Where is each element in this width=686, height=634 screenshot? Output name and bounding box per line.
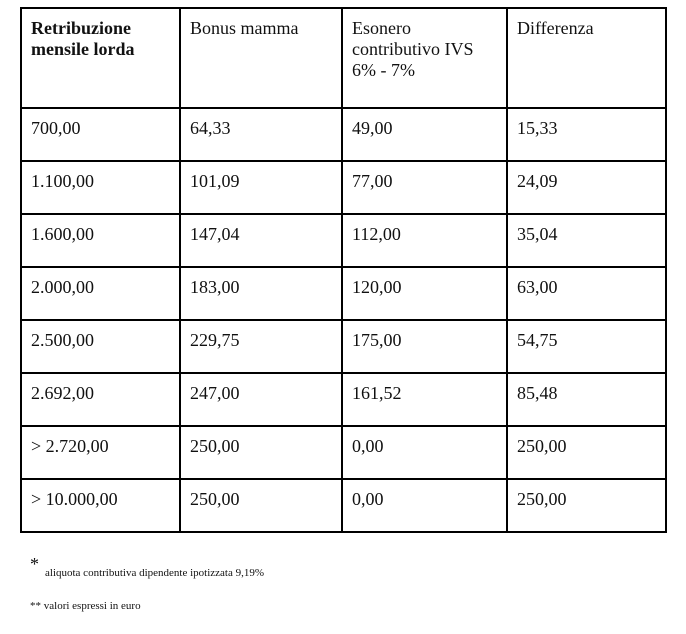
table-cell: 64,33 <box>180 108 342 161</box>
table-cell: 183,00 <box>180 267 342 320</box>
header-bonus-mamma: Bonus mamma <box>180 8 342 108</box>
comparison-table <box>20 7 667 533</box>
table-cell: 147,04 <box>180 214 342 267</box>
table-cell: 700,00 <box>21 108 180 161</box>
table-cell: 0,00 <box>342 426 507 479</box>
table-cell: 1.100,00 <box>21 161 180 214</box>
table-cell: 112,00 <box>342 214 507 267</box>
table-cell: 250,00 <box>507 479 666 532</box>
footnote-currency: ** valori espressi in euro <box>30 600 141 612</box>
table-row <box>21 161 666 214</box>
table-cell: 35,04 <box>507 214 666 267</box>
table-cell: 2.000,00 <box>21 267 180 320</box>
table-row <box>21 479 666 532</box>
table-row <box>21 267 666 320</box>
table-cell: 120,00 <box>342 267 507 320</box>
footnote-contribution-rate <box>30 554 265 579</box>
header-esonero-contributivo: Esonero contributivo IVS 6% - 7% <box>342 8 507 108</box>
table-cell: 250,00 <box>507 426 666 479</box>
table-cell: 247,00 <box>180 373 342 426</box>
table-cell: 49,00 <box>342 108 507 161</box>
table-cell: 175,00 <box>342 320 507 373</box>
table-row <box>21 108 666 161</box>
table-row <box>21 426 666 479</box>
table-cell: 229,75 <box>180 320 342 373</box>
table-cell: 1.600,00 <box>21 214 180 267</box>
table-cell: > 10.000,00 <box>21 479 180 532</box>
table-cell: 24,09 <box>507 161 666 214</box>
asterisk-mark: * <box>30 554 39 574</box>
table-cell: 101,09 <box>180 161 342 214</box>
table-cell: 54,75 <box>507 320 666 373</box>
table-cell: 161,52 <box>342 373 507 426</box>
table-cell: 250,00 <box>180 479 342 532</box>
footnote-text: aliquota contributiva dipendente ipotizzata 9,19% <box>45 567 265 579</box>
table-cell: 63,00 <box>507 267 666 320</box>
table-cell: 2.692,00 <box>21 373 180 426</box>
table-cell: 77,00 <box>342 161 507 214</box>
table-row <box>21 320 666 373</box>
header-retribuzione: Retribuzione mensile lorda <box>21 8 180 108</box>
table-row <box>21 214 666 267</box>
table-row <box>21 373 666 426</box>
header-differenza: Differenza <box>507 8 666 108</box>
table-cell: 0,00 <box>342 479 507 532</box>
table-header-row <box>21 8 666 108</box>
table-cell: 85,48 <box>507 373 666 426</box>
table-cell: 15,33 <box>507 108 666 161</box>
table-cell: 2.500,00 <box>21 320 180 373</box>
table-cell: 250,00 <box>180 426 342 479</box>
table-cell: > 2.720,00 <box>21 426 180 479</box>
